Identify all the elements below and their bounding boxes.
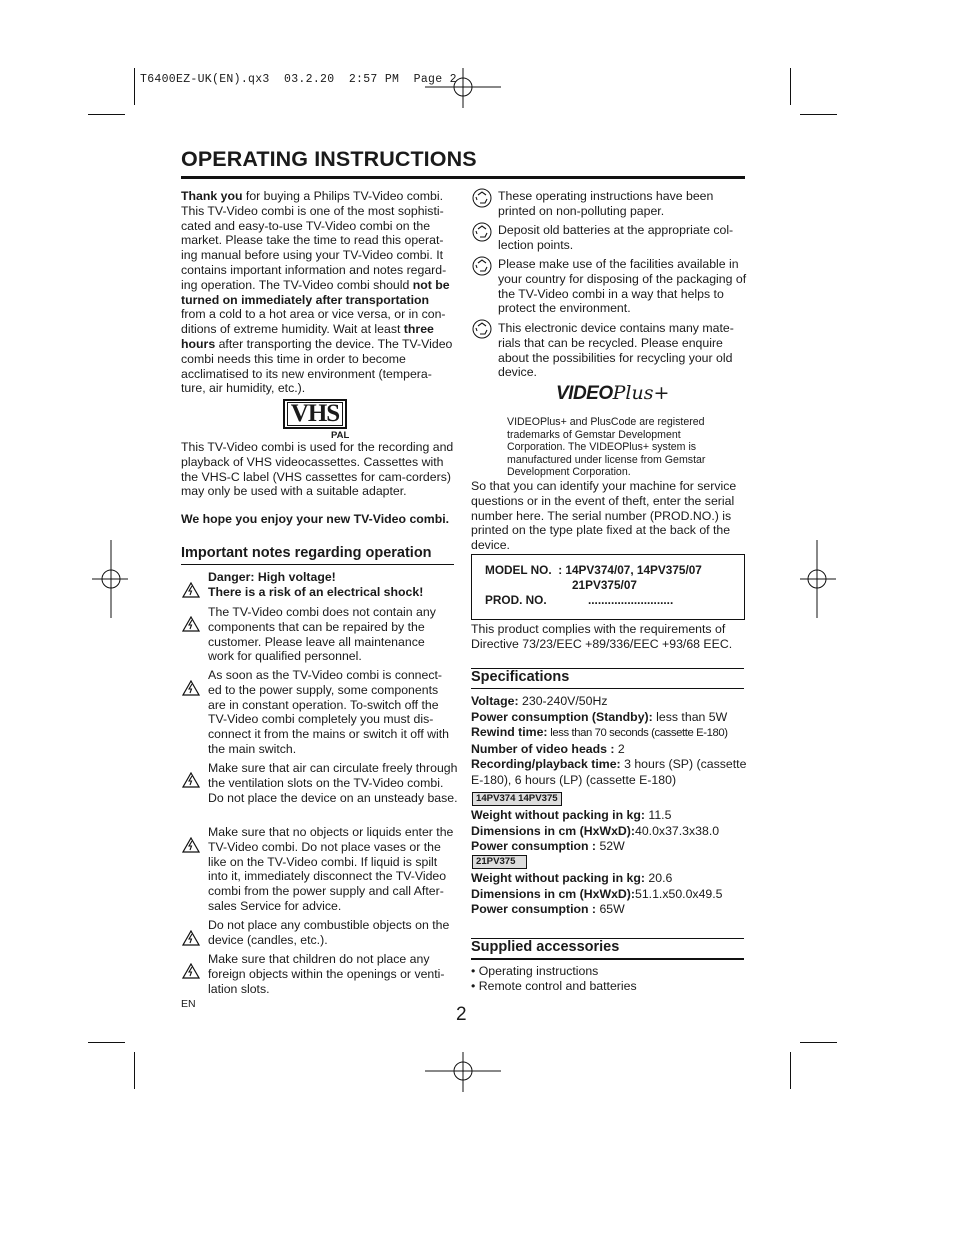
- safety-note: Do not place any combustible objects on the device (candles, etc.).: [208, 918, 450, 947]
- eco-note: Please make use of the facilities available in your country for disposing of the packaging of the TV-Video combi in a way that helps to protect the environment.: [498, 257, 747, 316]
- accessories-rule-bottom: [471, 958, 744, 960]
- recycling-icon: [472, 222, 492, 242]
- prod-number-field: ..........................: [588, 593, 674, 607]
- model-label: MODEL NO.: [485, 563, 552, 577]
- serial-paragraph: So that you can identify your machine for service questions or in the event of theft, enter the serial number here. The serial number (PROD.NO.) is printed on the type plate fixed at the back of the device.: [471, 479, 737, 553]
- specs-21pv: Weight without packing in kg: 20.6 Dimensions in cm (HxWxD):51.1.x50.0x49.5 Power consumption : 65W: [471, 871, 723, 917]
- prod-label: PROD. NO.: [485, 593, 547, 607]
- registration-mark-right-icon: [800, 540, 836, 618]
- warning-icon: [182, 837, 200, 853]
- page-number: 2: [456, 1004, 467, 1025]
- safety-note: As soon as the TV-Video combi is connect-ed to the power supply, some components are in constant operation. To-switch off the TV-Video combi completely you must dis-connect it from the mains or switch it off with the main switch.: [208, 668, 450, 756]
- model-tag-14pv: 14PV374 14PV375: [472, 792, 562, 806]
- list-item: • Operating instructions: [471, 964, 599, 978]
- videoplus-text: VIDEOPlus+ and PlusCode are registered trademarks of Gemstar Development Corporation. The VIDEOPlus+ system is manufactured under license from Gemstar Development Corporation.: [507, 416, 706, 479]
- warning-icon: [182, 680, 200, 696]
- vhs-paragraph: This TV-Video combi is used for the recording and playback of VHS videocassettes. Cassettes with the VHS-C label (VHS cassettes for cam-corders) may only be used with a suitable adapter.: [181, 440, 454, 499]
- warning-icon: [182, 772, 200, 788]
- registration-mark-left-icon: [92, 540, 128, 618]
- spec-rule-bottom: [471, 688, 744, 689]
- safety-note: Make sure that air can circulate freely through the ventilation slots on the TV-Video combi. Do not place the device on an unsteady base.: [208, 761, 458, 805]
- eco-note: Deposit old batteries at the appropriate col-lection points.: [498, 223, 734, 252]
- specs-14pv: Weight without packing in kg: 11.5 Dimensions in cm (HxWxD):40.0x37.3x38.0 Power consumption : 52W: [471, 808, 720, 854]
- accessories-list: [471, 964, 741, 994]
- specifications-heading: Specifications: [471, 669, 570, 685]
- model-number-2: 21PV375/07: [572, 578, 637, 592]
- title-rule: [181, 176, 745, 179]
- model-number: 14PV374/07, 14PV375/07: [565, 563, 702, 577]
- videoplus-logo: VIDEOPlus+: [556, 382, 670, 404]
- important-heading: Important notes regarding operation: [181, 545, 432, 561]
- accessories-heading: Supplied accessories: [471, 939, 620, 955]
- safety-note: The TV-Video combi does not contain any components that can be repaired by the customer. Please leave all maintenance work for qualified personnel.: [208, 605, 436, 664]
- model-tag-21pv: 21PV375: [472, 855, 527, 869]
- model-box: MODEL NO. : 14PV374/07, 14PV375/07 21PV375/07 PROD. NO. ..........................: [471, 554, 745, 620]
- recycling-icon: [472, 256, 492, 276]
- warning-icon: [182, 930, 200, 946]
- recycling-icon: [472, 188, 492, 208]
- page-title: OPERATING INSTRUCTIONS: [181, 147, 477, 171]
- safety-note: Make sure that no objects or liquids enter the TV-Video combi. Do not place vases or the like on the TV-Video combi. If liquid is spilt into it, immediately disconnect the TV-Video combi from the power supply and call After-sales Service for advice.: [208, 825, 454, 913]
- language-code: EN: [181, 998, 196, 1010]
- important-rule: [181, 564, 454, 565]
- specifications-list: Voltage: 230-240V/50Hz Power consumption (Standby): less than 5W Rewind time: less than 70 seconds (cassette E-180) Number of video heads : 2 Recording/playback time: 3 hours (SP) (cassette E-180), 6 hours (LP) (cassette E-180): [471, 694, 747, 787]
- vhs-logo: VHS PAL: [283, 399, 351, 434]
- recycling-icon: [472, 319, 492, 339]
- danger-note: Danger: High voltage! There is a risk of an electrical shock!: [208, 570, 424, 599]
- enjoy-text: We hope you enjoy your new TV-Video combi.: [181, 512, 450, 526]
- list-item: • Remote control and batteries: [471, 978, 637, 993]
- compliance-text: This product complies with the requirements of Directive 73/23/EEC +89/336/EEC +93/68 EEC.: [471, 622, 733, 651]
- safety-note: Make sure that children do not place any foreign objects within the openings or venti-lation slots.: [208, 952, 445, 996]
- intro-paragraph: Thank you for buying a Philips TV-Video combi. This TV-Video combi is one of the most sophisti-cated and easy-to-use TV-Video combi on the market. Please take the time to read this operat-ing manual before using your TV-Video combi. It contains important information and notes regard-ing operation. The TV-Video combi should not be turned on immediately after transportation from a cold to a hot area or vice versa, or in con-ditions of extreme humidity. Wait at least three hours after transporting the device. The TV-Video combi needs this time in order to become acclimatised to its new environment (tempera-ture, air humidity, etc.).: [181, 189, 453, 396]
- warning-icon: [182, 963, 200, 979]
- warning-icon: [182, 616, 200, 632]
- print-header: T6400EZ-UK(EN).qx3 03.2.20 2:57 PM Page 2: [140, 73, 457, 86]
- registration-mark-bottom-icon: [425, 1052, 501, 1092]
- warning-icon: [182, 582, 200, 598]
- eco-note: These operating instructions have been printed on non-polluting paper.: [498, 189, 714, 218]
- eco-note: This electronic device contains many mate-rials that can be recycled. Please enquire about the possibilities for recycling your old device.: [498, 321, 734, 380]
